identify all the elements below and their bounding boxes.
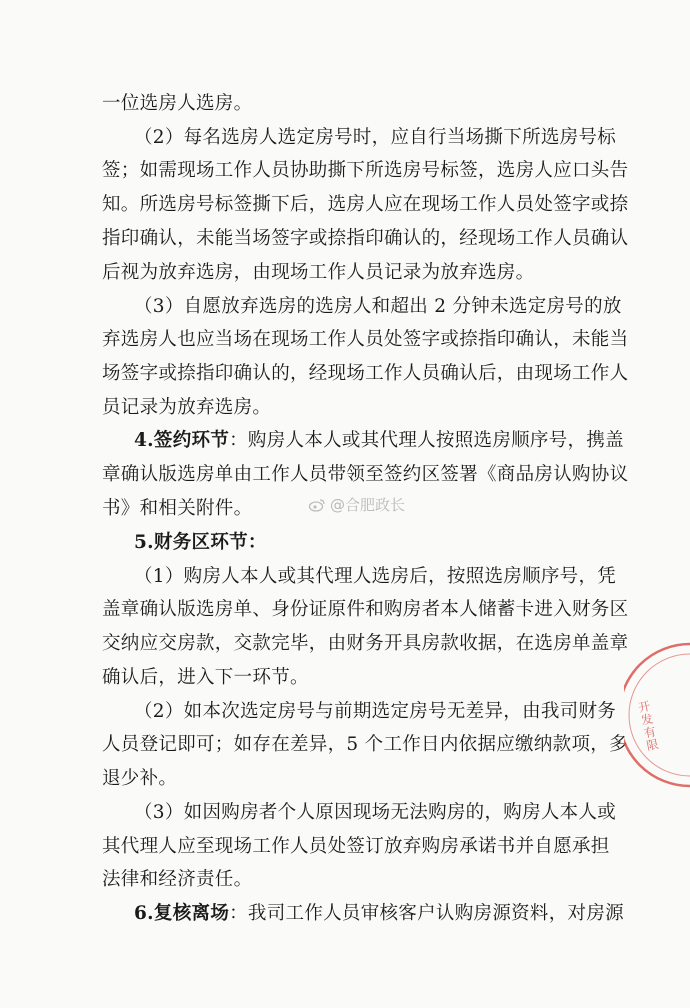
text-line [102,462,690,488]
seal-text: 开发有限 [635,699,661,753]
line-text: 章确认版选房单由工作人员带领至签约区签署《商品房认购协议 [102,464,629,485]
line-text: （3）自愿放弃选房的选房人和超出 2 分钟未选定房号的放 [134,296,622,317]
line-text: 场签字或捺指印确认的，经现场工作人员确认后，由现场工作人 [102,363,629,384]
text-line [102,665,690,691]
text-line [134,530,690,556]
line-text: 交纳应交房款，交款完毕，由财务开具房款收据，在选房单盖章 [102,633,629,654]
line-text: 其代理人应至现场工作人员处签订放弃购房承诺书并自愿承担 [102,836,610,857]
weibo-watermark [308,494,405,515]
line-text: 确认后，进入下一环节。 [102,667,309,688]
text-line [134,294,690,320]
line-text: 退少补。 [102,768,178,789]
text-line [134,125,690,151]
line-text: 人员登记即可；如存在差异，5 个工作日内依据应缴纳款项，多 [102,734,628,755]
line-text: 后视为放弃选房，由现场工作人员记录为放弃选房。 [102,262,535,283]
line-text: 知。所选房号标签撕下后，选房人应在现场工作人员处签字或捺 [102,194,629,215]
watermark-text: @合肥政长 [330,496,406,514]
text-line [102,226,690,252]
line-text: 员记录为放弃选房。 [102,397,272,418]
section-heading: 5.财务区环节： [134,532,267,553]
text-line [134,428,690,454]
line-text: （3）如因购房者个人原因现场无法购房的，购房人本人或 [134,802,617,823]
text-line [134,699,690,725]
line-text: 弃选房人也应当场在现场工作人员处签字或捺指印确认，未能当 [102,329,629,350]
line-text: 盖章确认版选房单、身份证原件和购房者本人储蓄卡进入财务区 [102,599,629,620]
line-text: （2）每名选房人选定房号时，应自行当场撕下所选房号标 [134,127,617,148]
line-text: （1）购房人本人或其代理人选房后，按照选房顺序号，凭 [134,566,617,587]
line-text: 一位选房人选房。 [102,93,253,114]
line-text: 签；如需现场工作人员协助撕下所选房号标签，选房人应口头告 [102,160,629,181]
text-line [134,800,690,826]
text-line [102,631,690,657]
text-line [102,361,690,387]
text-line [102,867,690,893]
line-text: 法律和经济责任。 [102,869,253,890]
line-text: ：我司工作人员审核客户认购房源资料，对房源 [229,903,624,924]
text-line [102,834,690,860]
line-text: 书》和相关附件。 [102,498,253,519]
text-line [102,260,690,286]
line-text: 指印确认，未能当场签字或捺指印确认的，经现场工作人员确认 [102,228,629,249]
text-line [102,91,690,117]
text-line [102,395,690,421]
text-line [102,327,690,353]
text-line [102,766,690,792]
text-line [102,158,690,184]
line-text: ：购房人本人或其代理人按照选房顺序号，携盖 [229,430,624,451]
weibo-icon [308,498,326,512]
text-line [102,192,690,218]
section-heading: 6.复核离场 [134,903,230,924]
line-text: （2）如本次选定房号与前期选定房号无差异，由我司财务 [134,701,617,722]
text-line [134,901,690,927]
red-seal-stamp [624,640,690,790]
text-line [102,597,690,623]
section-heading: 4.签约环节 [134,430,230,451]
text-line [102,732,690,758]
text-line [134,564,690,590]
